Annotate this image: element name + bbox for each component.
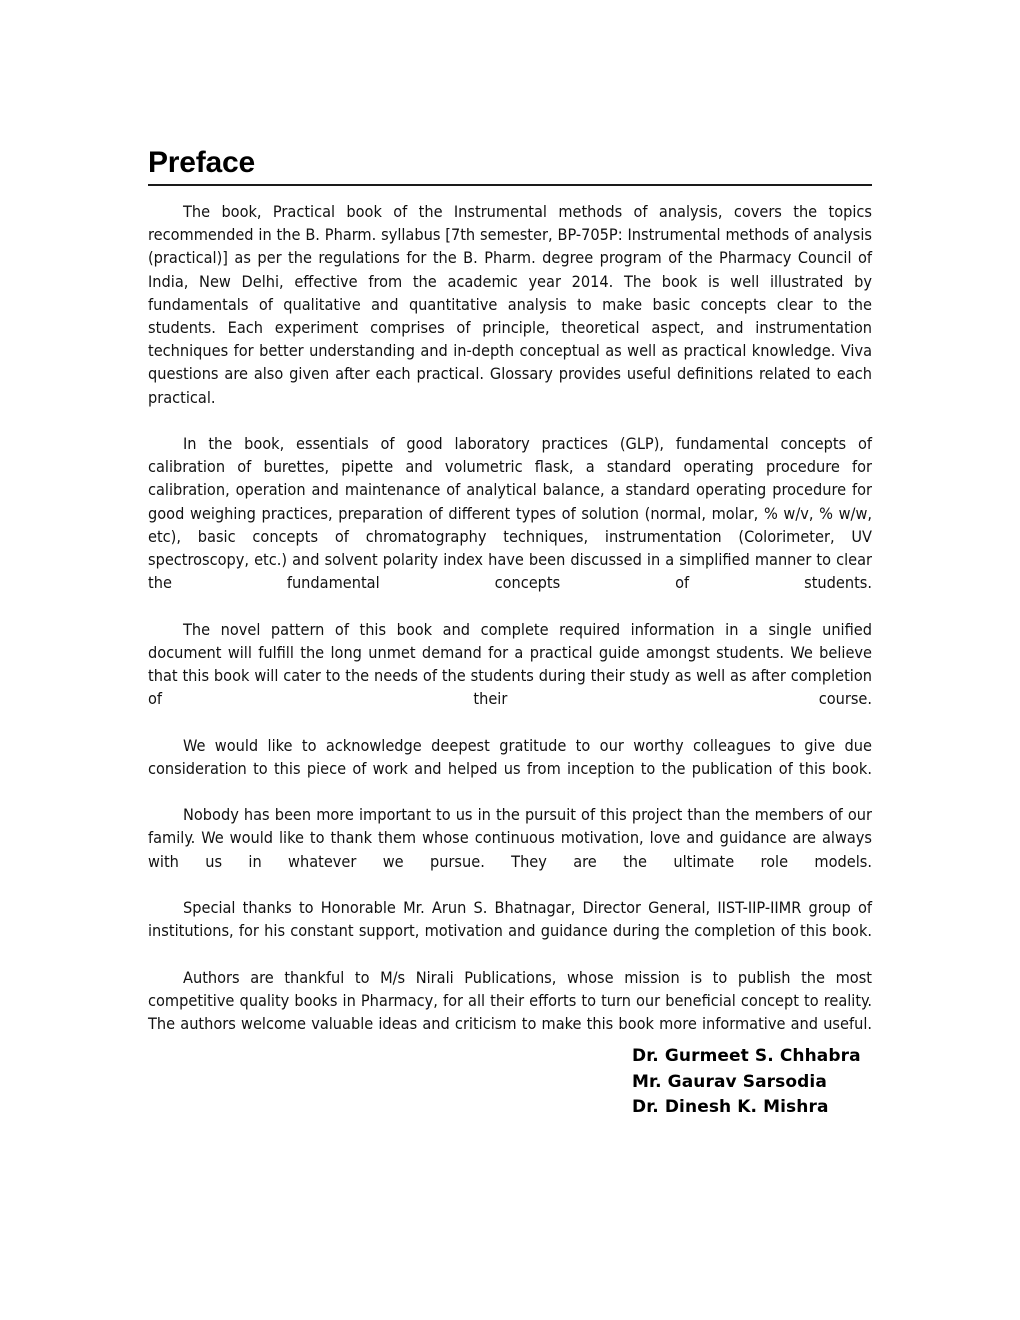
paragraph: Special thanks to Honorable Mr. Arun S. Bhatnagar, Director General, IIST-IIP-IIMR group of institutions, for his constant support, motivation and guidance during the completion of this book.	[148, 898, 872, 941]
paragraph: In the book, essentials of good laboratory practices (GLP), fundamental concepts of calibration of burettes, pipette and volumetric flask, a standard operating procedure for calibration, operation and maintenance of analytical balance, a standard operating procedure for good weighing practices, preparation of different types of solution (normal, molar, % w/v, % w/w, etc), basic concepts of chromatography techniques, instrumentation (Colorimeter, UV spectroscopy, etc.) and solvent polarity index have been discussed in a simplified manner to clear the fundamental concepts of students.	[148, 434, 872, 593]
paragraph: Authors are thankful to M/s Nirali Publications, whose mission is to publish the most competitive quality books in Pharmacy, for all their efforts to turn our beneficial concept to reality. The authors welcome valuable ideas and criticism to make this book more informative and useful.	[148, 967, 872, 1034]
signature-author: Dr. Gurmeet S. Chhabra	[632, 1046, 861, 1066]
page-title: Preface	[148, 146, 256, 179]
paragraph: The book, Practical book of the Instrumental methods of analysis, covers the topics recommended in the B. Pharm. syllabus [7th semester, BP-705P: Instrumental methods of analysis (practical)] as per the regulations for the B. Pharm. degree program of the Pharmacy Council of India, New Delhi, effective from the academic year 2014. The book is well illustrated by fundamentals of qualitative and quantitative analysis to make basic concepts clear to the students. Each experiment comprises of principle, theoretical aspect, and instrumentation techniques for better understanding and in-depth conceptual as well as practical knowledge. Viva questions are also given after each practical. Glossary provides useful definitions related to each practical.	[148, 202, 872, 407]
paragraph: Nobody has been more important to us in the pursuit of this project than the members of our family. We would like to thank them whose continuous motivation, love and guidance are always with us in whatever we pursue. They are the ultimate role models.	[148, 805, 872, 871]
signature-block	[632, 1044, 861, 1121]
signature-author: Mr. Gaurav Sarsodia	[632, 1071, 827, 1092]
paragraph: The novel pattern of this book and complete required information in a single unified document will fulfill the long unmet demand for a practical guide amongst students. We believe that this book will cater to the needs of the students during their study as well as after completion of their course.	[148, 619, 872, 709]
signature-author: Dr. Dinesh K. Mishra	[632, 1097, 829, 1117]
preface-body	[148, 200, 872, 1059]
title-divider	[148, 184, 872, 186]
paragraph: We would like to acknowledge deepest gratitude to our worthy colleagues to give due consideration to this piece of work and helped us from inception to the publication of this book.	[148, 735, 872, 778]
page-content	[148, 146, 872, 1059]
